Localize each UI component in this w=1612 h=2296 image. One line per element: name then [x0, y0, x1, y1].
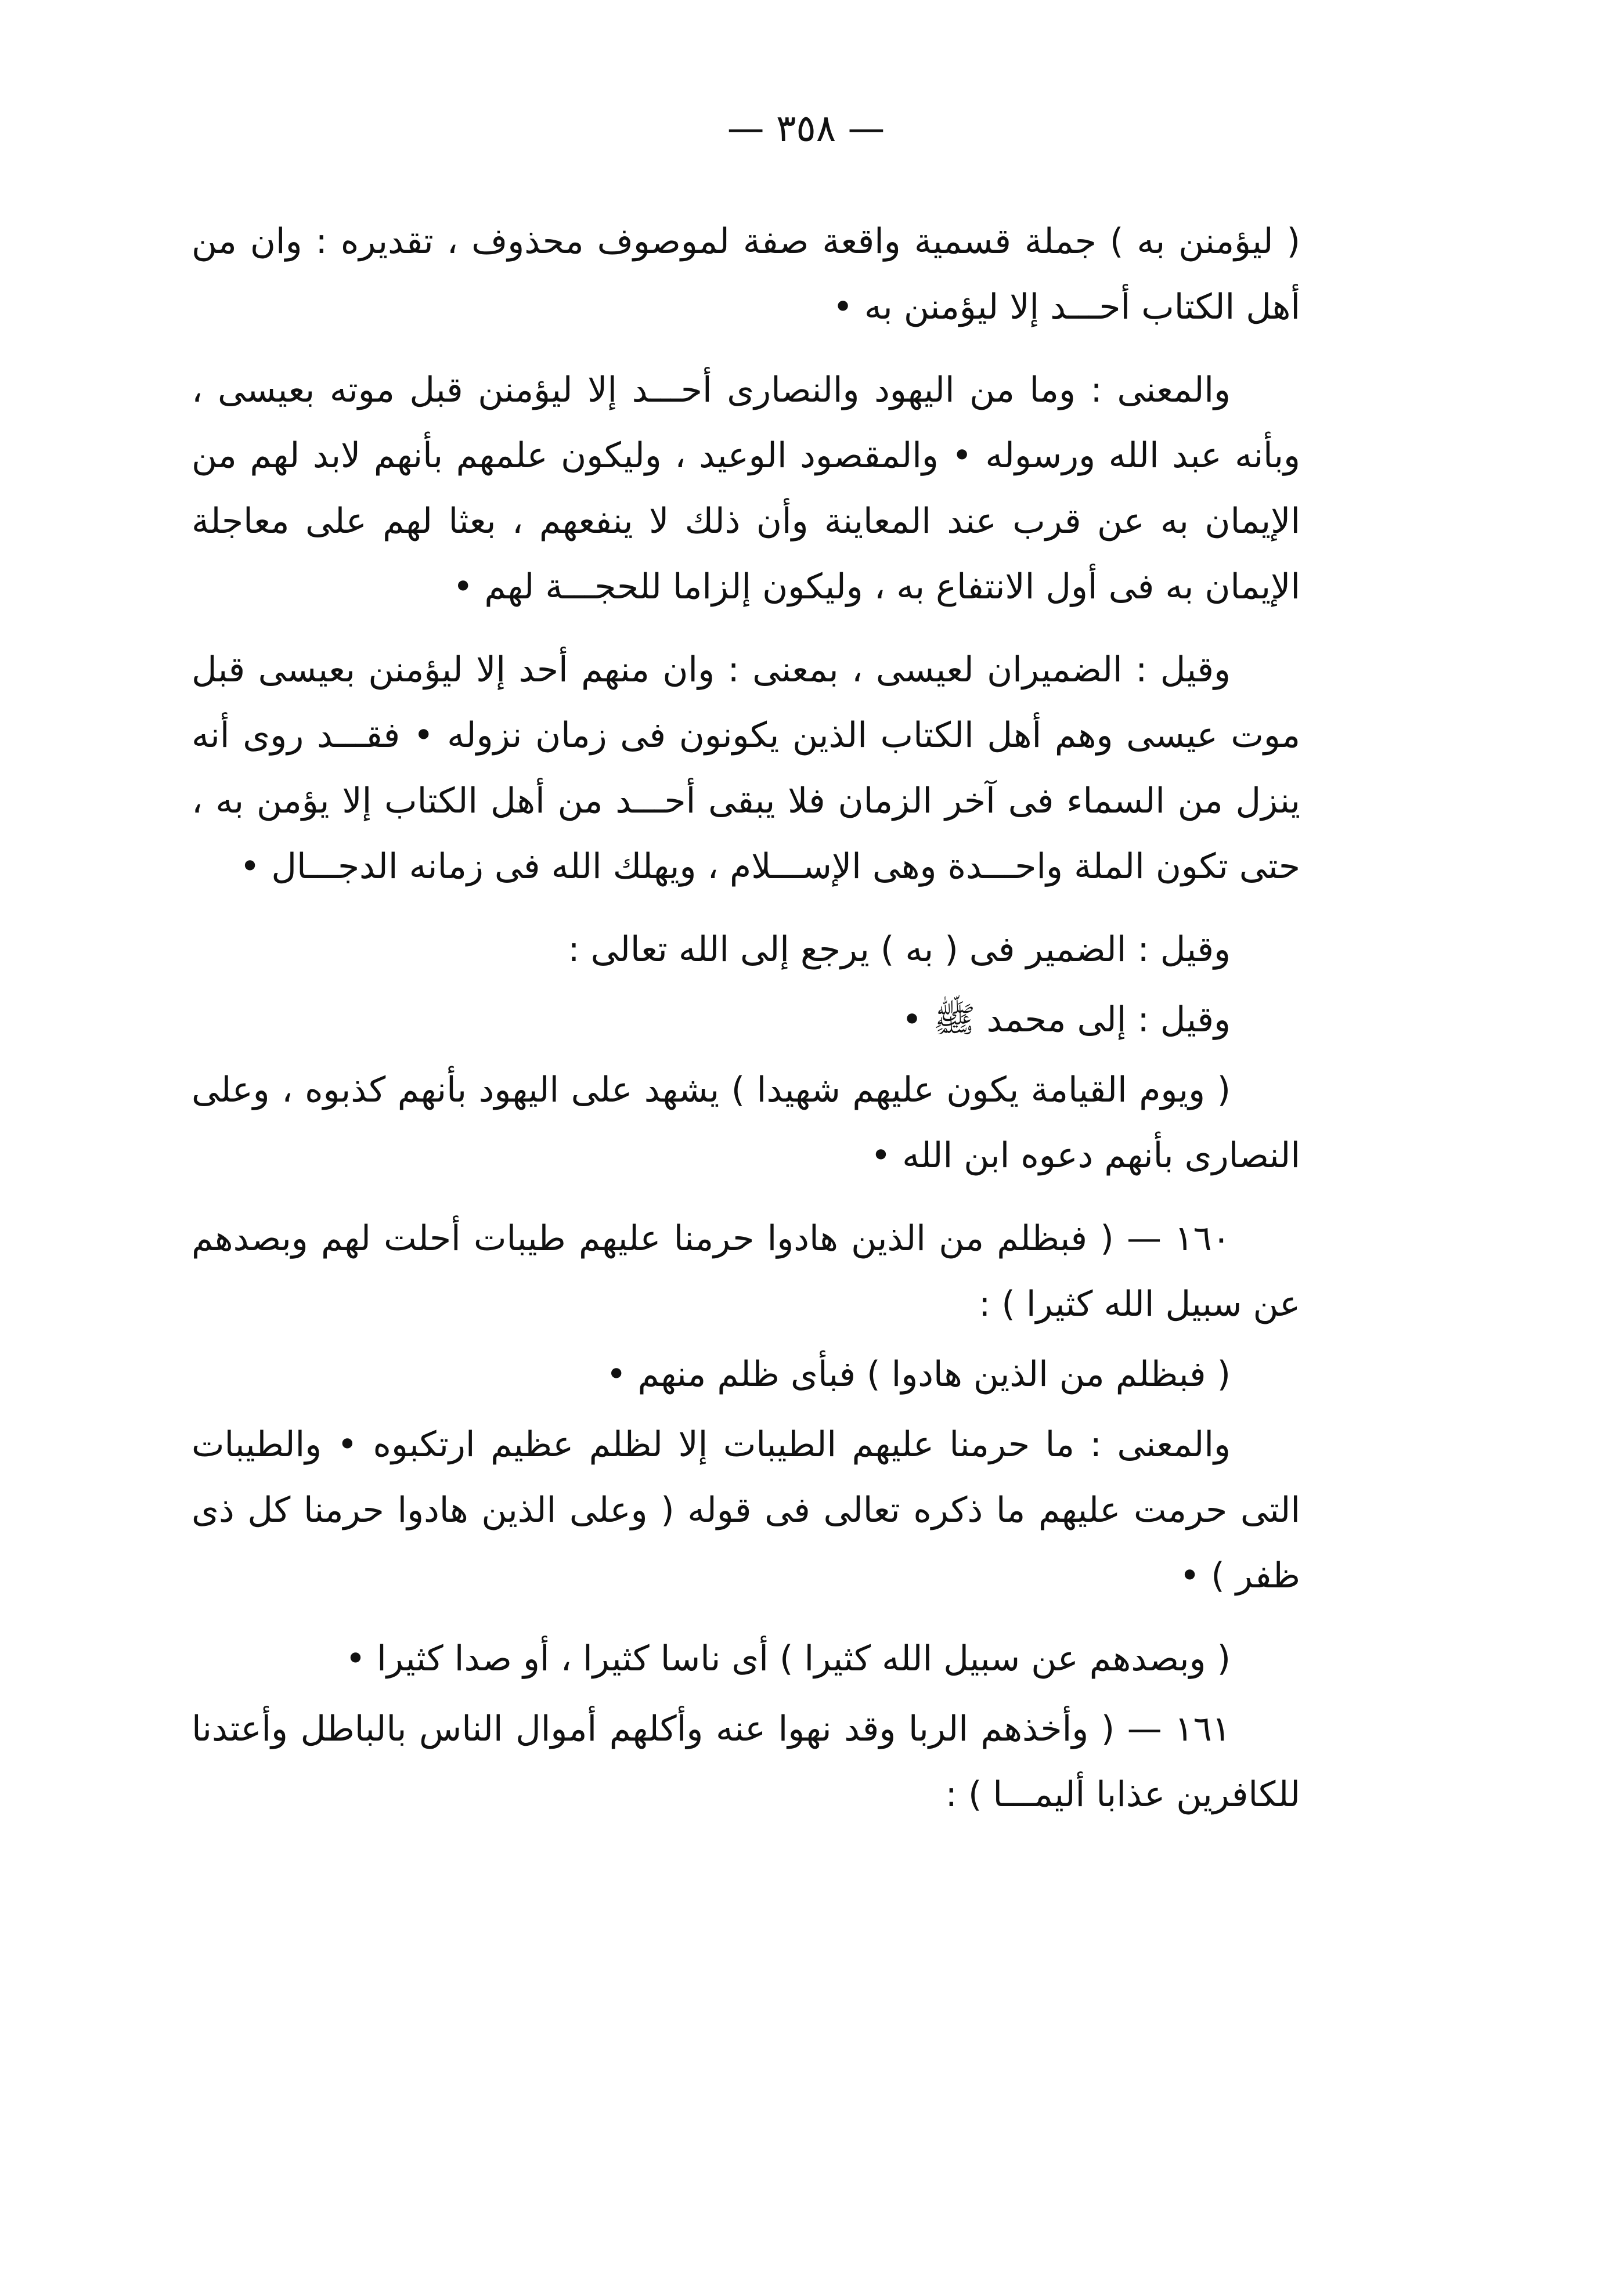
paragraph-text: ١٦٠ — ( فبظلم من الذين هادوا حرمنا عليهم طيبات أحلت لهم وبصدهم عن سبيل الله كثيرا ) : [192, 1218, 1300, 1324]
paragraph-5 [192, 987, 1300, 1053]
paragraph-4 [192, 917, 1300, 983]
verse-161 [192, 1696, 1300, 1828]
page-number: — ٣٥٨ — [727, 107, 885, 150]
paragraph-6 [192, 1057, 1300, 1189]
paragraph-text: وقيل : الضميران لعيسى ، بمعنى : وان منهم أحد إلا ليؤمنن بعيسى قبل موت عيسى وهم أهل الكتاب الذين يكونون فى زمان نزوله • فقـــد روى أنه ينزل من السماء فى آخر الزمان فلا يبقى أحـــد من أهل الكتاب إلا يؤمن به ، حتى تكون الملة واحـــدة وهى الإســـلام ، ويهلك الله فى زمانه الدجـــال • [192, 649, 1300, 887]
paragraph-text: وقيل : إلى محمد ﷺ • [901, 999, 1231, 1040]
paragraph-1 [192, 209, 1300, 340]
paragraph-8 [192, 1342, 1300, 1407]
paragraph-text: ( ويوم القيامة يكون عليهم شهيدا ) يشهد على اليهود بأنهم كذبوه ، وعلى النصارى بأنهم دعوه ابن الله • [192, 1070, 1300, 1176]
paragraph-text: ( فبظلم من الذين هادوا ) فبأى ظلم منهم • [606, 1354, 1231, 1395]
paragraph-2 [192, 358, 1300, 620]
paragraph-10 [192, 1626, 1300, 1692]
paragraph-9 [192, 1412, 1300, 1609]
verse-160 [192, 1206, 1300, 1337]
paragraph-text: ( وبصدهم عن سبيل الله كثيرا ) أى ناسا كثيرا ، أو صدا كثيرا • [345, 1638, 1231, 1679]
paragraph-3 [192, 637, 1300, 900]
paragraph-text: والمعنى : وما من اليهود والنصارى أحـــد إلا ليؤمنن قبل موته بعيسى ، وبأنه عبد الله ورسوله • والمقصود الوعيد ، وليكون علمهم بأنهم لابد لهم من الإيمان به عن قرب عند المعاينة وأن ذلك لا ينفعهم ، بعثا لهم على معاجلة الإيمان به فى أول الانتفاع به ، وليكون إلزاما للحجـــة لهم • [192, 370, 1300, 607]
paragraph-text: ( ليؤمنن به ) جملة قسمية واقعة صفة لموصوف محذوف ، تقديره : وان من أهل الكتاب أحـــد إلا ليؤمنن به • [192, 221, 1300, 327]
paragraph-text: ١٦١ — ( وأخذهم الربا وقد نهوا عنه وأكلهم أموال الناس بالباطل وأعتدنا للكافرين عذابا أليمـــا ) : [192, 1709, 1300, 1815]
paragraph-text: والمعنى : ما حرمنا عليهم الطيبات إلا لظلم عظيم ارتكبوه • والطيبات التى حرمت عليهم ما ذكره تعالى فى قوله ( وعلى الذين هادوا حرمنا كل ذى ظفر ) • [192, 1424, 1300, 1596]
page-body [192, 209, 1300, 1845]
paragraph-text: وقيل : الضمير فى ( به ) يرجع إلى الله تعالى : [568, 929, 1231, 970]
